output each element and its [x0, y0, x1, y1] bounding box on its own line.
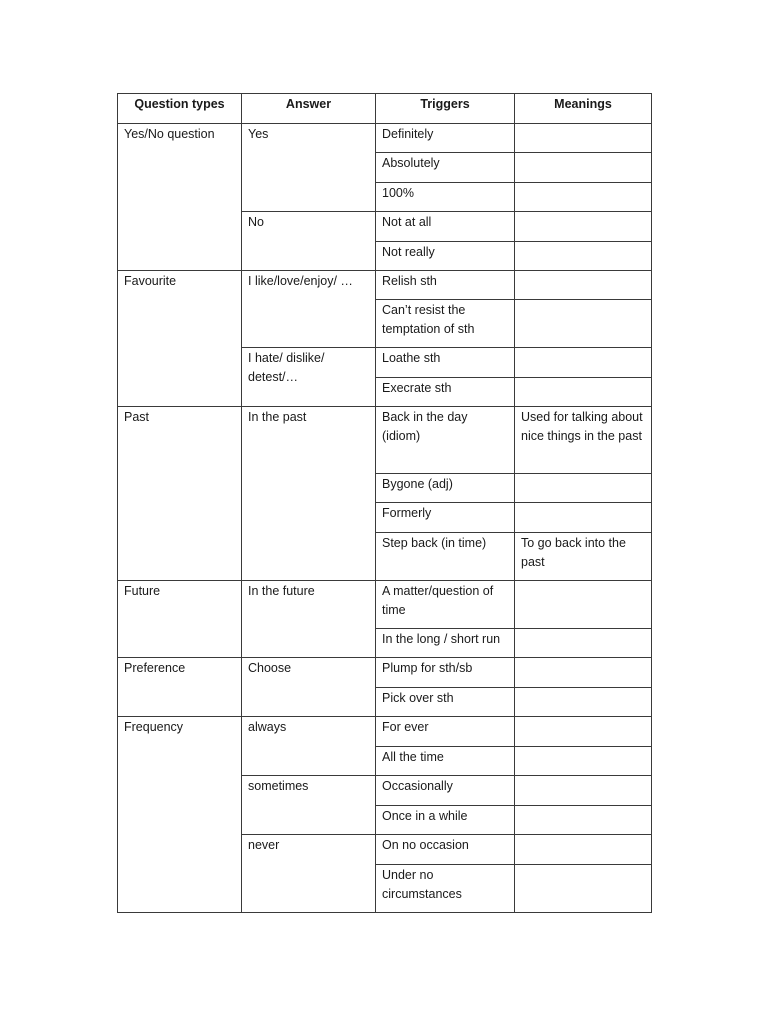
trigger-cell: On no occasion	[376, 835, 515, 865]
header-question-types: Question types	[118, 94, 242, 124]
meaning-cell	[515, 776, 652, 806]
question-type-cell: Yes/No question	[118, 124, 242, 271]
meaning-cell	[515, 124, 652, 153]
trigger-cell: Pick over sth	[376, 688, 515, 717]
trigger-cell: Not at all	[376, 212, 515, 242]
answer-cell: sometimes	[242, 776, 376, 835]
trigger-cell: Relish sth	[376, 271, 515, 300]
trigger-cell: Can’t resist the temptation of sth	[376, 300, 515, 348]
trigger-cell: Occasionally	[376, 776, 515, 806]
trigger-cell: 100%	[376, 183, 515, 212]
trigger-cell: Loathe sth	[376, 348, 515, 378]
meaning-cell	[515, 474, 652, 503]
header-meanings: Meanings	[515, 94, 652, 124]
answer-cell: No	[242, 212, 376, 271]
trigger-cell: Definitely	[376, 124, 515, 153]
table-header-row	[118, 94, 652, 124]
meaning-cell	[515, 271, 652, 300]
meaning-cell	[515, 348, 652, 378]
meaning-cell	[515, 629, 652, 658]
trigger-cell: Bygone (adj)	[376, 474, 515, 503]
meaning-cell	[515, 378, 652, 407]
meaning-cell	[515, 581, 652, 629]
table-row	[118, 658, 652, 688]
trigger-cell: Under no circumstances	[376, 865, 515, 913]
table-row	[118, 717, 652, 747]
meaning-cell	[515, 212, 652, 242]
trigger-cell: Once in a while	[376, 806, 515, 835]
question-type-cell: Future	[118, 581, 242, 658]
header-triggers: Triggers	[376, 94, 515, 124]
trigger-cell: Absolutely	[376, 153, 515, 183]
question-type-cell: Favourite	[118, 271, 242, 407]
meaning-cell	[515, 300, 652, 348]
answer-cell: always	[242, 717, 376, 776]
meaning-cell	[515, 153, 652, 183]
meaning-cell	[515, 865, 652, 913]
table-row	[118, 407, 652, 474]
table-row	[118, 124, 652, 153]
answer-cell: Yes	[242, 124, 376, 212]
header-answer: Answer	[242, 94, 376, 124]
meaning-cell	[515, 835, 652, 865]
question-type-cell: Frequency	[118, 717, 242, 913]
answer-cell: In the past	[242, 407, 376, 581]
answer-cell: In the future	[242, 581, 376, 658]
trigger-cell: Step back (in time)	[376, 533, 515, 581]
vocabulary-table	[117, 93, 652, 913]
answer-cell: Choose	[242, 658, 376, 717]
trigger-cell: A matter/question of time	[376, 581, 515, 629]
meaning-cell	[515, 688, 652, 717]
question-type-cell: Preference	[118, 658, 242, 717]
trigger-cell: For ever	[376, 717, 515, 747]
meaning-cell	[515, 658, 652, 688]
trigger-cell: Plump for sth/sb	[376, 658, 515, 688]
meaning-cell: Used for talking about nice things in the past	[515, 407, 652, 474]
trigger-cell: In the long / short run	[376, 629, 515, 658]
table-row	[118, 581, 652, 629]
meaning-cell: To go back into the past	[515, 533, 652, 581]
answer-cell: I hate/ dislike/ detest/…	[242, 348, 376, 407]
meaning-cell	[515, 242, 652, 271]
trigger-cell: Not really	[376, 242, 515, 271]
answer-cell: I like/love/enjoy/ …	[242, 271, 376, 348]
trigger-cell: Formerly	[376, 503, 515, 533]
meaning-cell	[515, 806, 652, 835]
trigger-cell: Back in the day (idiom)	[376, 407, 515, 474]
meaning-cell	[515, 747, 652, 776]
meaning-cell	[515, 717, 652, 747]
meaning-cell	[515, 503, 652, 533]
answer-cell: never	[242, 835, 376, 913]
question-type-cell: Past	[118, 407, 242, 581]
meaning-cell	[515, 183, 652, 212]
trigger-cell: All the time	[376, 747, 515, 776]
table-row	[118, 271, 652, 300]
trigger-cell: Execrate sth	[376, 378, 515, 407]
